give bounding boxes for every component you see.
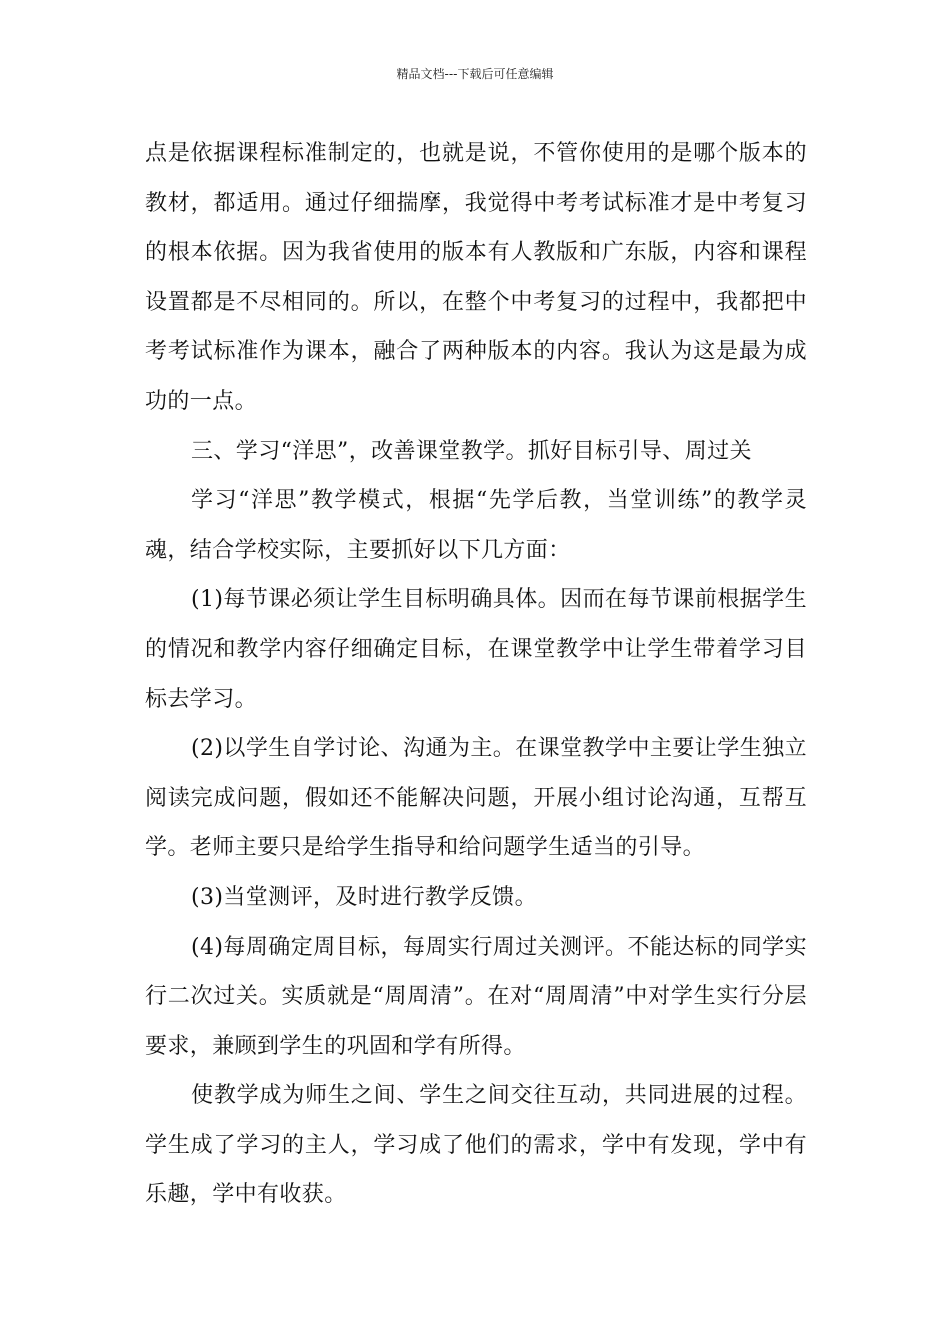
list-item: (3)当堂测评，及时进行教学反馈。: [191, 884, 537, 910]
section-heading: 三、学习“洋思”，改善课堂教学。抓好目标引导、周过关: [191, 438, 752, 464]
page-header: 精品文档---下载后可任意编辑: [396, 67, 554, 81]
paragraph: 使教学成为师生之间、学生之间交往互动，共同进展的过程。学生成了学习的主人，学习成了他们的需求，学中有发现，学中有乐趣，学中有收获。: [145, 1083, 807, 1208]
paragraph: 学习“洋思”教学模式，根据“先学后教，当堂训练”的教学灵魂，结合学校实际，主要抓好以下几方面：: [145, 488, 807, 563]
list-item: (1)每节课必须让学生目标明确具体。因而在每节课前根据学生的情况和教学内容仔细确定目标，在课堂教学中让学生带着学习目标去学习。: [145, 587, 807, 712]
paragraph: 点是依据课程标准制定的，也就是说，不管你使用的是哪个版本的教材，都适用。通过仔细揣摩，我觉得中考考试标准才是中考复习的根本依据。因为我省使用的版本有人教版和广东版，内容和课程设置都是不尽相同的。所以，在整个中考复习的过程中，我都把中考考试标准作为课本，融合了两种版本的内容。我认为这是最为成功的一点。: [145, 141, 807, 414]
document-body: [145, 129, 807, 1220]
list-item: (2)以学生自学讨论、沟通为主。在课堂教学中主要让学生独立阅读完成问题，假如还不能解决问题，开展小组讨论沟通，互帮互学。老师主要只是给学生指导和给问题学生适当的引导。: [145, 736, 807, 861]
list-item: (4)每周确定周目标，每周实行周过关测评。不能达标的同学实行二次过关。实质就是“周周清”。在对“周周清”中对学生实行分层要求，兼顾到学生的巩固和学有所得。: [145, 934, 807, 1059]
